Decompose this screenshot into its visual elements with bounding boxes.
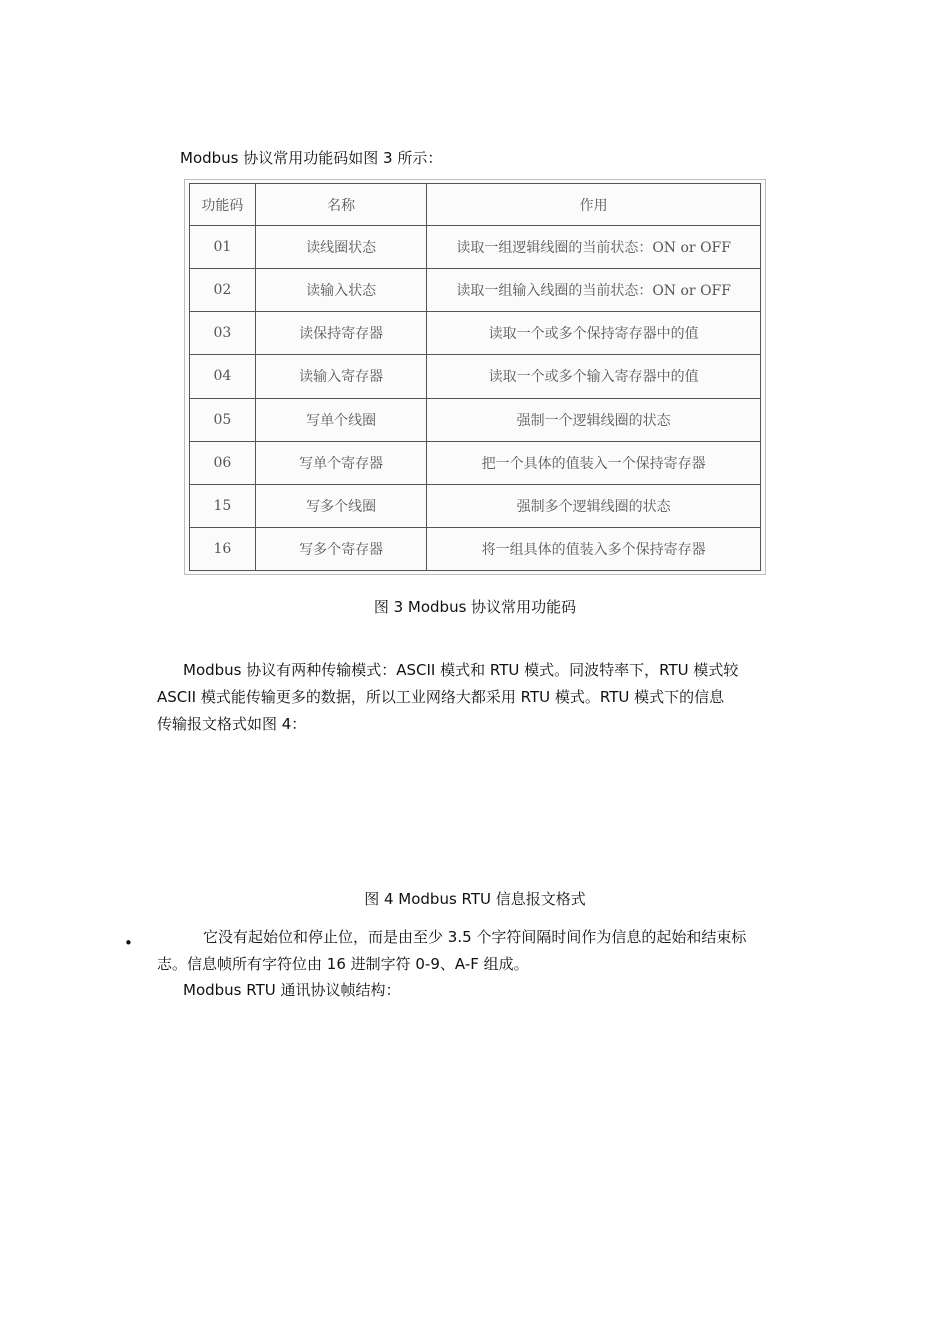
cell-purpose: 读取一组逻辑线圈的当前状态：ON or OFF [427,226,761,269]
frame-structure-heading: Modbus RTU 通讯协议帧结构： [183,981,401,999]
function-code-table-image [184,179,766,575]
cell-code: 04 [190,355,256,398]
cell-code: 05 [190,398,256,441]
cell-purpose: 强制一个逻辑线圈的状态 [427,398,761,441]
table-row [190,312,761,355]
cell-code: 16 [190,527,256,570]
function-code-table [189,183,761,571]
table-row [190,226,761,269]
cell-code: 01 [190,226,256,269]
bullet-paragraph [157,924,807,978]
cell-purpose: 读取一组输入线圈的当前状态：ON or OFF [427,269,761,312]
cell-name: 写多个线圈 [255,484,426,527]
cell-name: 写多个寄存器 [255,527,426,570]
cell-code: 06 [190,441,256,484]
table-row [190,269,761,312]
cell-purpose: 读取一个或多个输入寄存器中的值 [427,355,761,398]
paragraph-line: Modbus 协议有两种传输模式：ASCII 模式和 RTU 模式。同波特率下，RTU 模式较 [183,661,739,679]
table-row [190,355,761,398]
cell-purpose: 读取一个或多个保持寄存器中的值 [427,312,761,355]
figure3-caption: 图 3 Modbus 协议常用功能码 [373,598,577,616]
cell-purpose: 强制多个逻辑线圈的状态 [427,484,761,527]
bullet-marker: • [124,934,133,952]
table-row [190,441,761,484]
paragraph-line: 志。信息帧所有字符位由 16 进制字符 0-9、A-F 组成。 [157,955,529,973]
paragraph-line: 传输报文格式如图 4： [157,715,307,733]
intro-text: Modbus 协议常用功能码如图 3 所示： [180,149,443,167]
cell-name: 读保持寄存器 [255,312,426,355]
cell-code: 03 [190,312,256,355]
cell-purpose: 将一组具体的值装入多个保持寄存器 [427,527,761,570]
cell-name: 读输入寄存器 [255,355,426,398]
paragraph-line: 它没有起始位和停止位，而是由至少 3.5 个字符间隔时间作为信息的起始和结束标 [203,928,747,946]
cell-code: 15 [190,484,256,527]
table-row [190,527,761,570]
table-header-row [190,184,761,226]
cell-name: 写单个线圈 [255,398,426,441]
header-purpose: 作用 [427,184,761,226]
cell-name: 读输入状态 [255,269,426,312]
cell-code: 02 [190,269,256,312]
header-code: 功能码 [190,184,256,226]
table-row [190,484,761,527]
paragraph-line: ASCII 模式能传输更多的数据，所以工业网络大都采用 RTU 模式。RTU 模式下的信息 [157,688,725,706]
header-name: 名称 [255,184,426,226]
paragraph-transmission-modes [157,657,807,738]
figure4-caption: 图 4 Modbus RTU 信息报文格式 [364,890,586,908]
cell-name: 读线圈状态 [255,226,426,269]
cell-purpose: 把一个具体的值装入一个保持寄存器 [427,441,761,484]
table-row [190,398,761,441]
cell-name: 写单个寄存器 [255,441,426,484]
